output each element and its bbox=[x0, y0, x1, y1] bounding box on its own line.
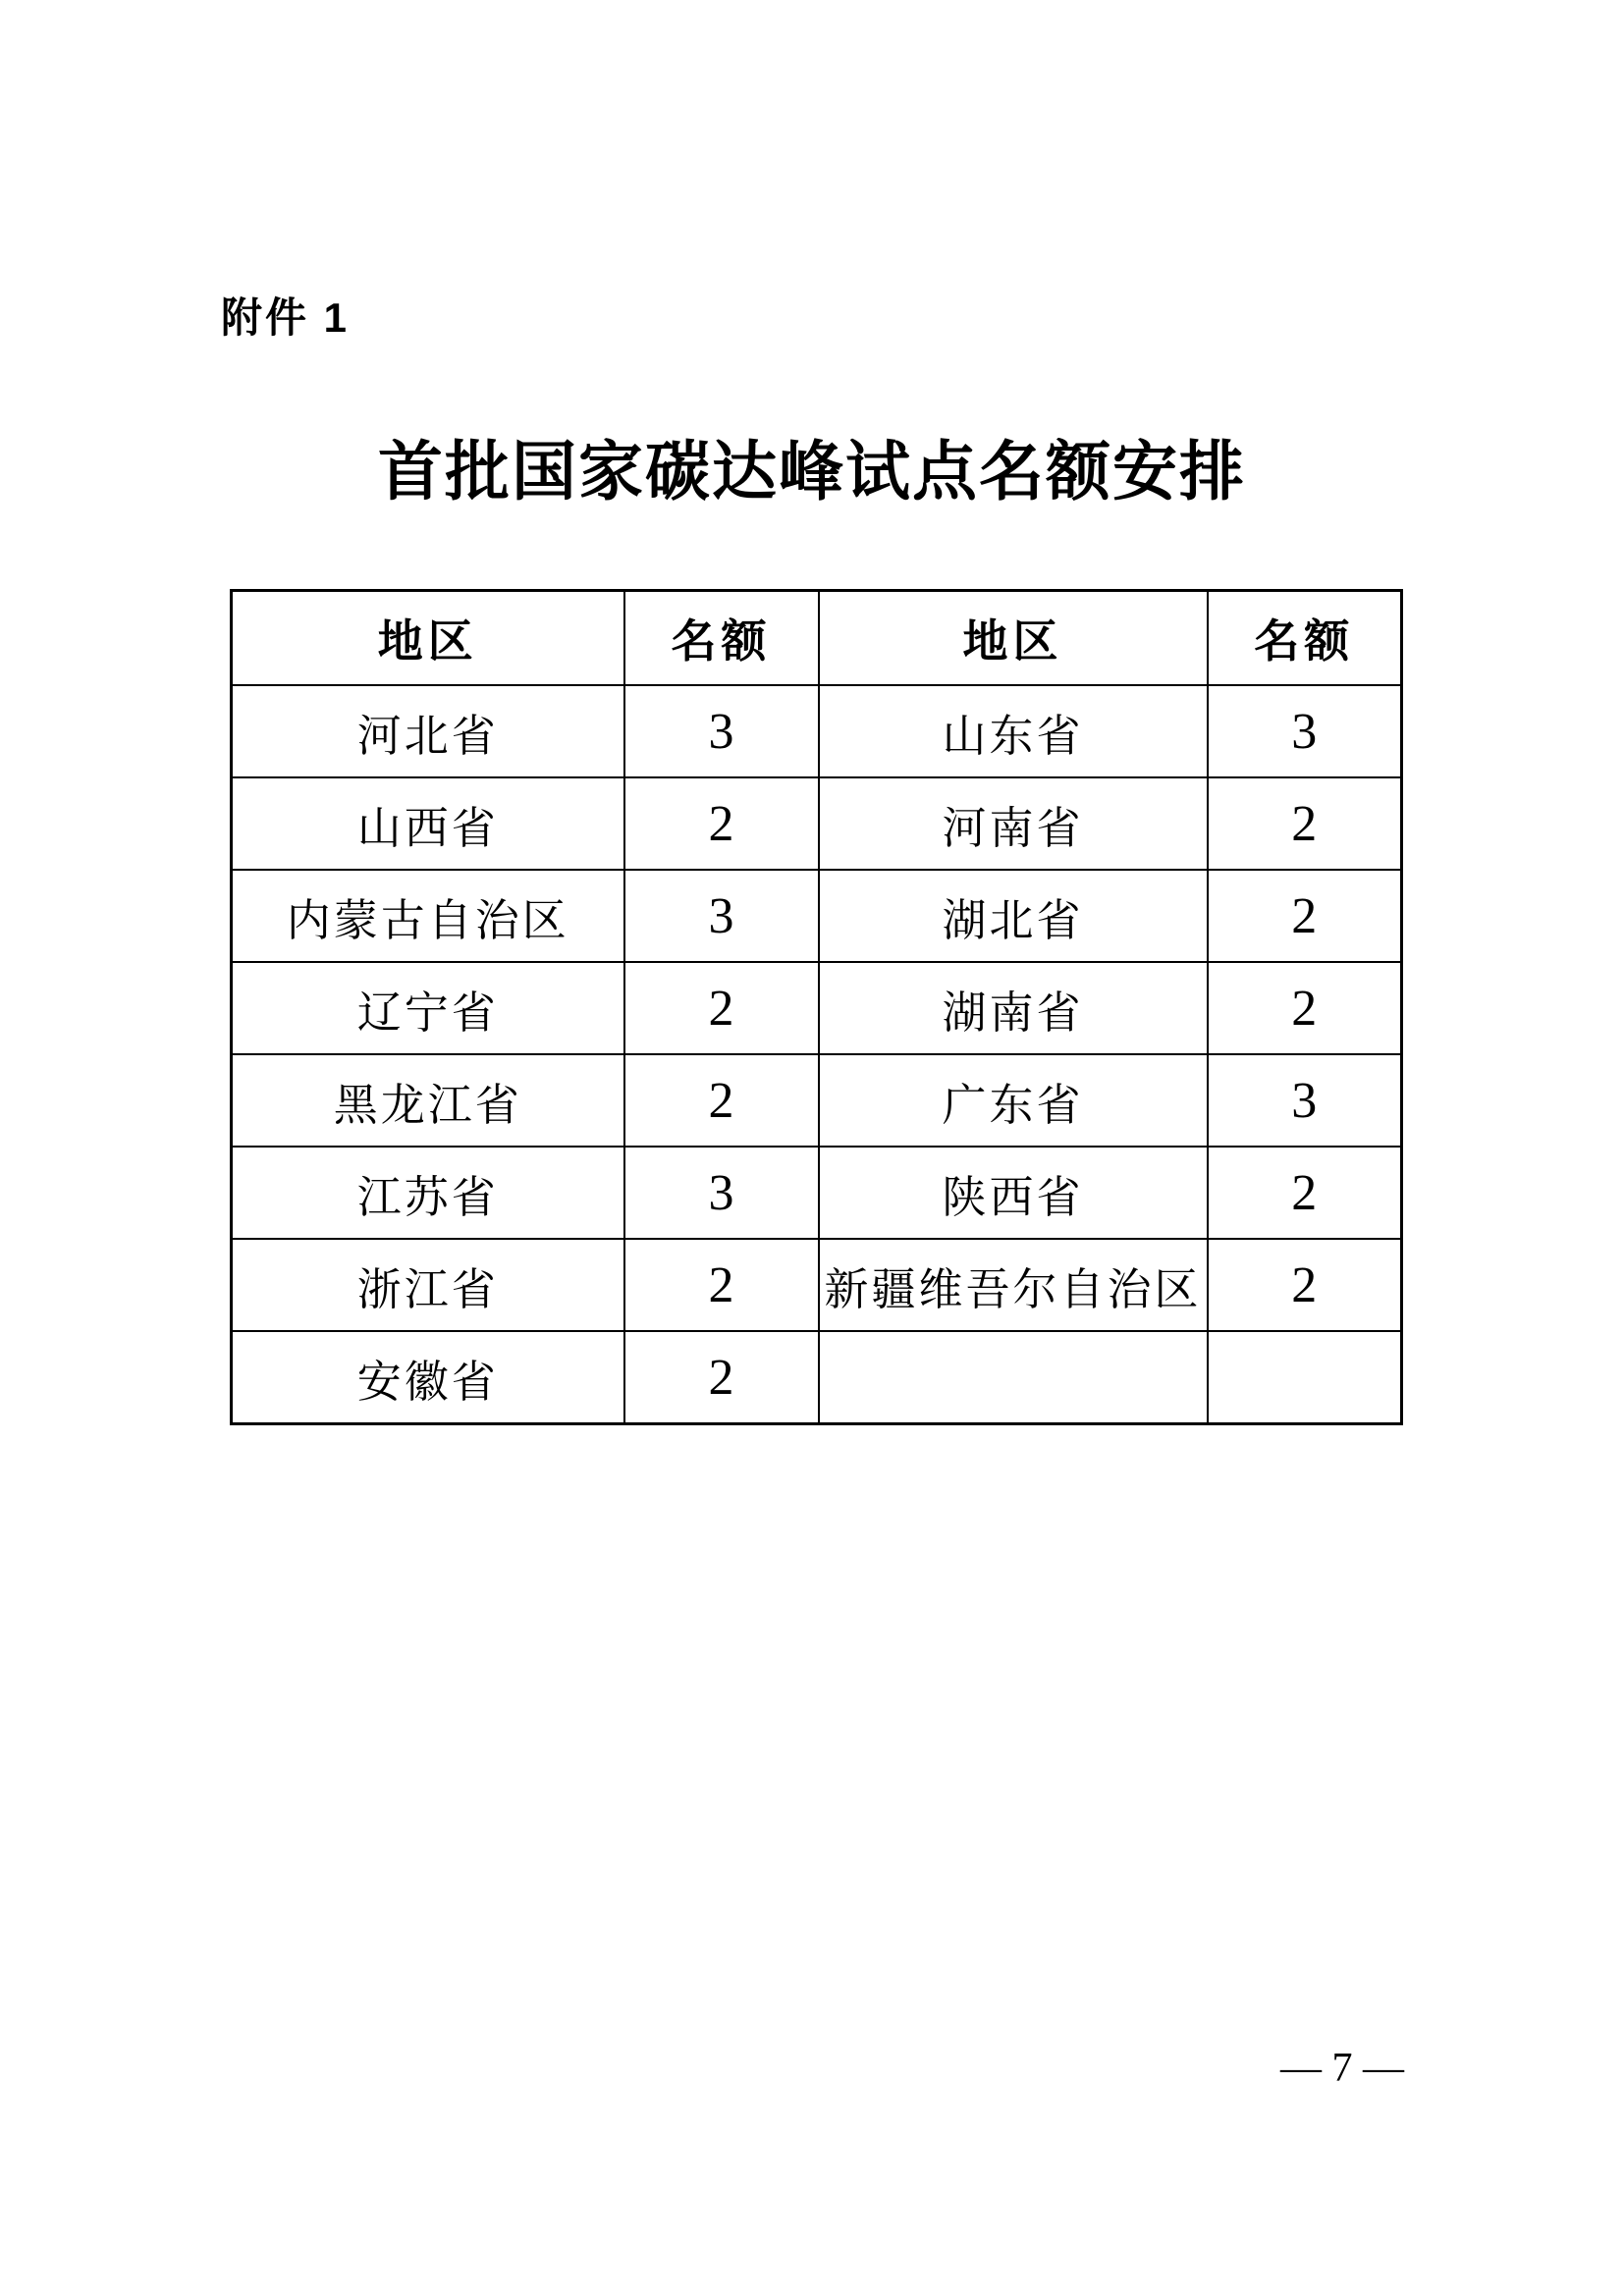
region-header: 地区 bbox=[232, 591, 624, 686]
table-row bbox=[232, 777, 1402, 870]
region-cell: 山西省 bbox=[232, 777, 624, 870]
region-cell bbox=[819, 1331, 1208, 1424]
table-row bbox=[232, 1054, 1402, 1147]
quota-cell: 3 bbox=[1208, 685, 1402, 777]
region-cell: 辽宁省 bbox=[232, 962, 624, 1054]
quota-cell: 2 bbox=[1208, 1147, 1402, 1239]
quota-header: 名额 bbox=[624, 591, 819, 686]
quota-cell: 2 bbox=[624, 777, 819, 870]
quota-cell: 3 bbox=[624, 685, 819, 777]
quota-table bbox=[230, 589, 1403, 1425]
quota-header: 名额 bbox=[1208, 591, 1402, 686]
region-cell: 河北省 bbox=[232, 685, 624, 777]
region-cell: 陕西省 bbox=[819, 1147, 1208, 1239]
table-row bbox=[232, 1239, 1402, 1331]
table-row bbox=[232, 1147, 1402, 1239]
region-cell: 新疆维吾尔自治区 bbox=[819, 1239, 1208, 1331]
quota-cell: 2 bbox=[624, 1331, 819, 1424]
region-cell: 浙江省 bbox=[232, 1239, 624, 1331]
table-row bbox=[232, 1331, 1402, 1424]
table-row bbox=[232, 962, 1402, 1054]
quota-cell: 2 bbox=[624, 1239, 819, 1331]
region-cell: 河南省 bbox=[819, 777, 1208, 870]
table-row bbox=[232, 685, 1402, 777]
table-row bbox=[232, 870, 1402, 962]
region-cell: 湖北省 bbox=[819, 870, 1208, 962]
quota-cell: 3 bbox=[624, 1147, 819, 1239]
region-cell: 安徽省 bbox=[232, 1331, 624, 1424]
quota-cell: 2 bbox=[624, 1054, 819, 1147]
quota-cell: 3 bbox=[1208, 1054, 1402, 1147]
quota-cell: 2 bbox=[1208, 962, 1402, 1054]
region-cell: 山东省 bbox=[819, 685, 1208, 777]
quota-cell: 2 bbox=[1208, 777, 1402, 870]
quota-cell: 2 bbox=[1208, 870, 1402, 962]
region-cell: 内蒙古自治区 bbox=[232, 870, 624, 962]
quota-cell bbox=[1208, 1331, 1402, 1424]
region-cell: 广东省 bbox=[819, 1054, 1208, 1147]
region-header: 地区 bbox=[819, 591, 1208, 686]
quota-cell: 2 bbox=[1208, 1239, 1402, 1331]
table-header-row bbox=[232, 591, 1402, 686]
attachment-label: 附件 1 bbox=[221, 294, 351, 341]
page-title: 首批国家碳达峰试点名额安排 bbox=[378, 437, 1246, 508]
region-cell: 黑龙江省 bbox=[232, 1054, 624, 1147]
quota-cell: 3 bbox=[624, 870, 819, 962]
page-number: — 7 — bbox=[1280, 2046, 1404, 2091]
region-cell: 江苏省 bbox=[232, 1147, 624, 1239]
quota-cell: 2 bbox=[624, 962, 819, 1054]
region-cell: 湖南省 bbox=[819, 962, 1208, 1054]
